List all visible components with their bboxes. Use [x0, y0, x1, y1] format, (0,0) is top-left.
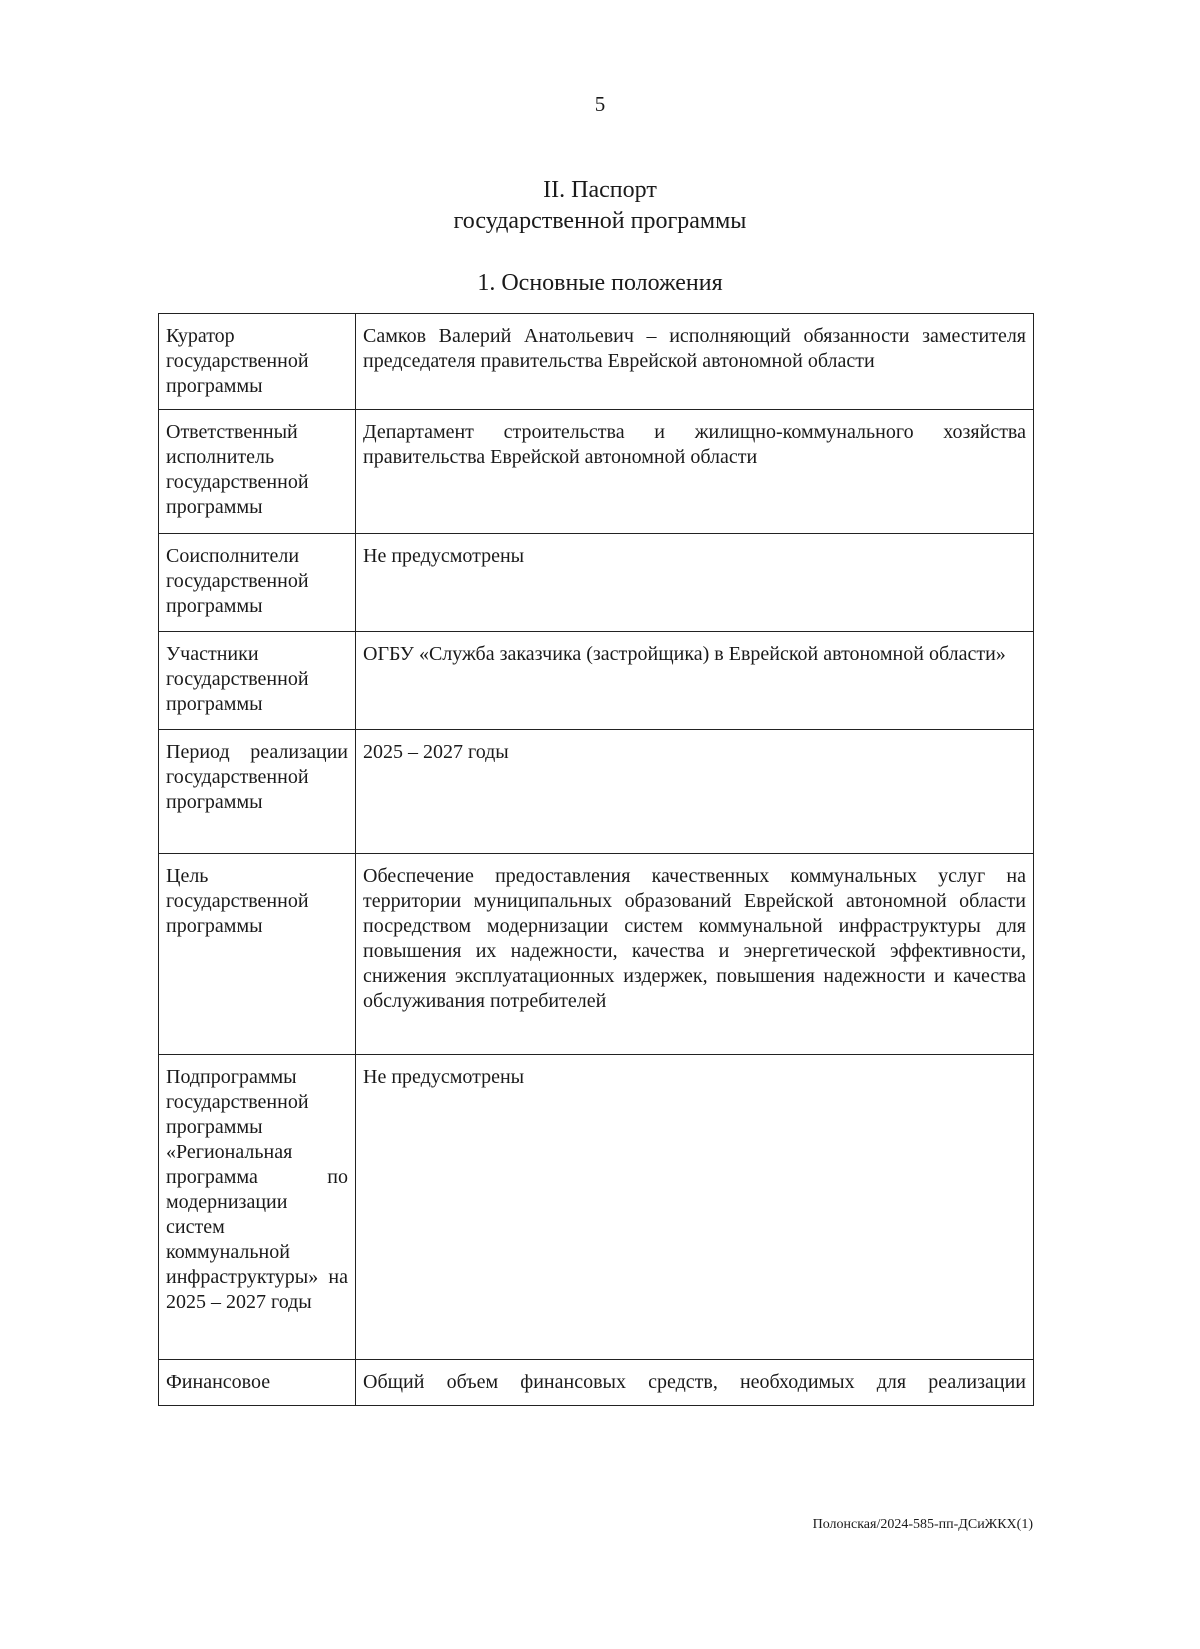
- row-value: Обеспечение предоставления качественных коммунальных услуг на территории муниципальных образований Еврейской автономной области посредством модернизации систем коммунальной инфраструктуры для повышения их надежности, качества и энергетической эффективности, снижения эксплуатационных издержек, повышения надежности и качества обслуживания потребителей: [356, 854, 1034, 1055]
- table-row-subprograms: [159, 1055, 1034, 1360]
- row-value: Не предусмотрены: [356, 1055, 1034, 1360]
- row-value: 2025 – 2027 годы: [356, 730, 1034, 854]
- table-row-responsible: [159, 410, 1034, 534]
- section-subtitle: 1. Основные положения: [477, 270, 723, 296]
- row-label: Период реализации государственной программы: [159, 730, 356, 854]
- section-title-line-1: II. Паспорт: [543, 177, 657, 203]
- row-label: Участники государственной программы: [159, 632, 356, 730]
- row-label: Соисполнители государственной программы: [159, 534, 356, 632]
- row-label: Куратор государственной программы: [159, 314, 356, 410]
- row-value: ОГБУ «Служба заказчика (застройщика) в Еврейской автономной области»: [356, 632, 1034, 730]
- table-row-coexecutors: [159, 534, 1034, 632]
- row-value: Не предусмотрены: [356, 534, 1034, 632]
- row-label: Ответственный исполнитель государственной программы: [159, 410, 356, 534]
- document-reference: Полонская/2024-585-пп-ДСиЖКХ(1): [812, 1517, 1033, 1532]
- passport-table: [158, 313, 1034, 1406]
- table-row-period: [159, 730, 1034, 854]
- table-row-goal: [159, 854, 1034, 1055]
- section-title: [0, 175, 1200, 237]
- page-number: 5: [594, 92, 606, 116]
- row-label: Подпрограммы государственной программы «Региональная программа по модернизации систем коммунальной инфраструктуры» на 2025 – 2027 годы: [159, 1055, 356, 1360]
- table-row-curator: [159, 314, 1034, 410]
- row-value: Общий объем финансовых средств, необходимых для реализации: [356, 1360, 1034, 1406]
- table-row-financing: [159, 1360, 1034, 1406]
- row-label: Цель государственной программы: [159, 854, 356, 1055]
- section-title-line-2: государственной программы: [453, 208, 747, 234]
- row-label: Финансовое: [159, 1360, 356, 1406]
- table-row-participants: [159, 632, 1034, 730]
- row-value: Департамент строительства и жилищно-коммунального хозяйства правительства Еврейской автономной области: [356, 410, 1034, 534]
- row-value: Самков Валерий Анатольевич – исполняющий обязанности заместителя председателя правительства Еврейской автономной области: [356, 314, 1034, 410]
